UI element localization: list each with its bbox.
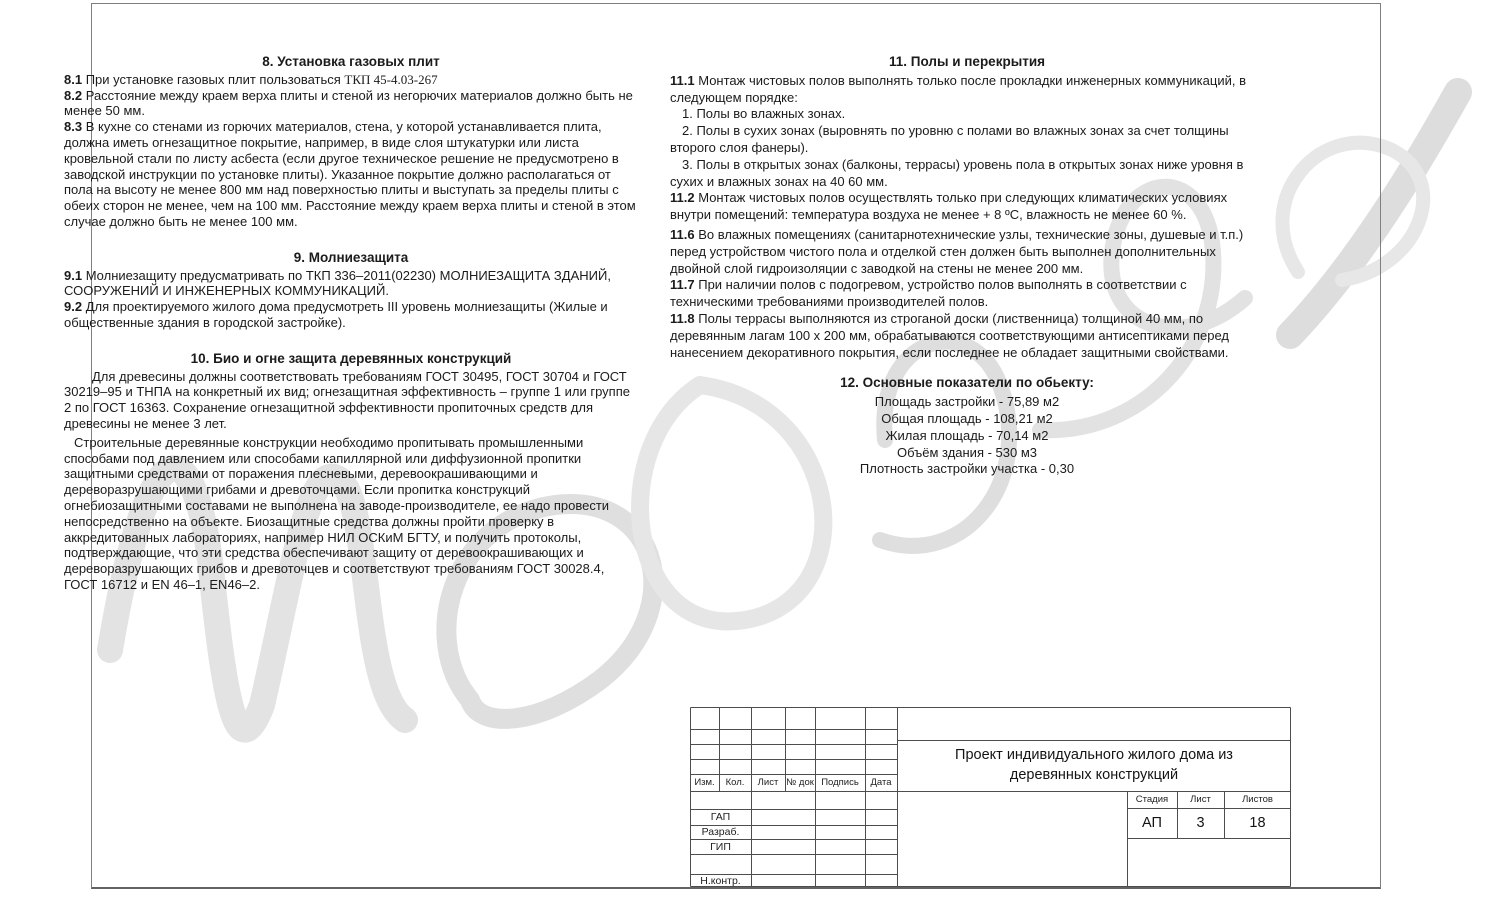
section-9-heading: 9. Молниезащита: [293, 249, 409, 265]
section-12-heading: 12. Основные показатели по обьекту:: [840, 375, 1094, 391]
section-11-heading: 11. Полы и перекрытия: [888, 54, 1046, 69]
paragraph-11-6: 11.6 Во влажных помещениях (санитарнотехнические узлы, технические зоны, душевые и т.п.) перед устройством чистого пола и отделкой стен должен быть выполнен дополнительных двойной слой гидроизоляции с заводкой на стены не менее 200 мм.: [670, 226, 1244, 276]
stage-col-list: Лист: [1190, 794, 1211, 805]
rev-col-doc: № док: [786, 777, 814, 788]
sheet-number-value: 3: [1196, 815, 1205, 831]
paragraph-8-2: 8.2 Расстояние между краем верха плиты и стеной из негорючих материалов должно быть не менее 50 мм.: [64, 87, 633, 119]
paragraph-11-1: 11.1 Монтаж чистовых полов выполнять только после прокладки инженерных коммуникаций, в следующем порядке:: [670, 72, 1246, 105]
stage-col-listov: Листов: [1242, 794, 1273, 805]
indicator-built-area: Площадь застройки - 75,89 м2: [874, 394, 1060, 410]
paragraph-11-2: 11.2 Монтаж чистовых полов осуществлять только при следующих климатических условиях внутри помещений: температура воздуха не менее + 8 ºС, влажность не менее 60 %.: [670, 190, 1228, 223]
indicator-building-volume: Объём здания - 530 м3: [896, 444, 1038, 460]
right-column: [670, 54, 1264, 478]
rev-col-izm: Изм.: [694, 777, 715, 788]
paragraph-9-2: 9.2 Для проектируемого жилого дома предусмотреть III уровень молниезащиты (Жилые и общественные здания в городской застройке).: [64, 299, 608, 330]
rev-col-data: Дата: [870, 777, 892, 788]
paragraph-8-1: 8.1 При установке газовых плит пользоваться ТКП 45-4.03-267: [64, 71, 438, 87]
rev-col-list: Лист: [757, 777, 779, 788]
indicator-living-area: Жилая площадь - 70,14 м2: [885, 427, 1049, 443]
paragraph-8-3: 8.3 В кухне со стенами из горючих материалов, стена, у которой устанавливается плита, должна иметь огнезащитное покрытие, например, в виде слоя штукатурки или листа кровельной стали по листу асбеста (если другое техническое решение не предусмотрено в заводской инструкции по установке плиты). Указанное покрытие должно располагаться от пола на высоту не менее 800 мм над поверхностью плиты и выступать за пределы плиты с обеих сторон не менее, чем на 100 мм. Расстояние между краем верха плиты и стеной в этом случае должно быть не менее 100 мм.: [64, 119, 636, 229]
stage-col-stadiya: Стадия: [1135, 794, 1169, 805]
role-nkontr: Н.контр.: [700, 874, 741, 887]
role-row-0: [690, 791, 751, 809]
paragraph-10-1: Для древесины должны соответствовать требованиям ГОСТ 30495, ГОСТ 30704 и ГОСТ 30219–95 и ТНПА на конкретный их вид; огнезащитная эффективность – группе 1 или группе 2 по ГОСТ 16363. Сохранение огнезащитной эффективности пропиточных средств для древесины не менее 3 лет.: [64, 368, 630, 431]
role-gap: ГАП: [710, 811, 731, 823]
section-8-heading: 8. Установка газовых плит: [262, 54, 440, 69]
role-razrab: Разраб.: [701, 826, 740, 838]
section-10-heading: 10. Био и огне защита деревянных конструкций: [190, 350, 512, 366]
rev-col-podpis: Подпись: [821, 777, 859, 788]
list-item-3: 3. Полы в открытых зонах (балконы, террасы) уровень пола в открытых зонах ниже уровня в сухих и влажных зонах на 40 60 мм.: [670, 156, 1244, 189]
indicator-density: Плотность застройки участка - 0,30: [859, 461, 1075, 477]
section-12: [670, 375, 1264, 478]
paragraph-9-1: 9.1 Молниезащиту предусматривать по ТКП 336–2011(02230) МОЛНИЕЗАЩИТА ЗДАНИЙ, СООРУЖЕНИЙ И ИНЖЕНЕРНЫХ КОММУНИКАЦИЙ.: [64, 267, 611, 299]
paragraph-10-2: Строительные деревянные конструкции необходимо пропитывать промышленными способами под давлением или способами капиллярной или диффузионной пропитки защитными средствами от поражения плесневыми, деревоокрашивающими и дереворазрушающими грибами и древоточцами. Если пропитка конструкций огнебиозащитными составами не выполнена на заводе-производителе, ее надо провести непосредственно на объекте. Биозащитные средства должны пройти проверку в аккредитованных лабораториях, например НИЛ ОСКиМ БГТУ, и получить протоколы, подтверждающие, что эти средства обеспечивают защиту от деревоокрашивающих и дереворазрушающих грибов и древоточцев и соответствуют требованиям ГОСТ 30028.4, ГОСТ 16712 и EN 46–1, EN46–2.: [64, 434, 610, 592]
stage-value: АП: [1142, 815, 1162, 831]
title-block: [690, 707, 1291, 887]
indicator-total-area: Общая площадь - 108,21 м2: [881, 410, 1053, 426]
project-title: Проект индивидуального жилого дома из деревянных конструкций: [955, 747, 1233, 783]
paragraph-11-8: 11.8 Полы террасы выполняются из строганой доски (лиственница) толщиной 40 мм, по деревянным лагам 100 х 200 мм, обрабатываются соответствующими антисептиками перед нанесением декоративного покрытия, если последнее не обладает защитными свойствами.: [670, 310, 1230, 360]
paragraph-11-7: 11.7 При наличии полов с подогревом, устройство полов выполнять в соответствии с техническими требованиями производителей полов.: [670, 277, 1187, 310]
list-item-1: 1. Полы во влажных зонах.: [682, 106, 846, 122]
rev-col-kol: Кол.: [725, 777, 745, 788]
role-gip: ГИП: [710, 840, 731, 853]
list-item-2: 2. Полы в сухих зонах (выровнять по уровню с полами во влажных зонах за счет толщины второго слоя фанеры).: [670, 123, 1229, 155]
role-row-4: [690, 854, 751, 874]
sheets-total-value: 18: [1249, 815, 1266, 831]
left-column: [64, 54, 638, 593]
